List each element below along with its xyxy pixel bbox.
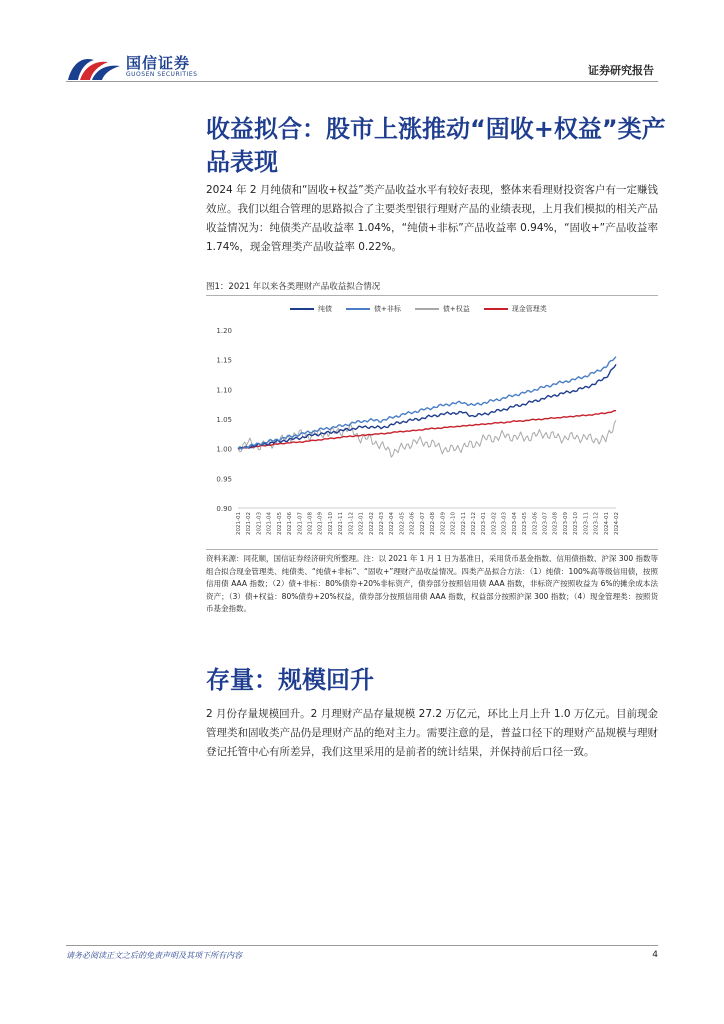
x-tick-label: 2022-02: [368, 512, 375, 535]
legend-item-cash-management: [484, 303, 547, 315]
x-tick-label: 2022-06: [409, 512, 416, 535]
x-tick-label: 2021-07: [297, 512, 304, 535]
x-tick-label: 2023-03: [501, 512, 508, 535]
legend-swatch: [346, 308, 370, 310]
legend-label: 债+权益: [442, 305, 470, 313]
legend-swatch: [290, 308, 314, 310]
returns-line-chart: [206, 318, 626, 543]
legend-item-bond-equity: [415, 303, 470, 315]
y-tick-label: 1.05: [216, 416, 232, 424]
x-tick-label: 2021-11: [338, 512, 345, 535]
x-tick-label: 2021-12: [348, 512, 355, 535]
x-tick-label: 2022-04: [389, 512, 396, 535]
legend-item-bond-nonstandard: [346, 303, 401, 315]
x-tick-label: 2023-08: [552, 512, 559, 535]
guosen-logo-mark-icon: [66, 50, 122, 84]
x-tick-label: 2021-02: [246, 512, 253, 535]
x-tick-label: 2021-10: [327, 512, 334, 535]
section-title-returns: [206, 113, 666, 179]
x-tick-label: 2022-07: [419, 512, 426, 535]
y-tick-label: 1.15: [216, 356, 232, 365]
section-title-line1: 收益拟合：股市上涨推动“固收+权益”类产: [206, 115, 666, 143]
x-tick-label: 2023-12: [593, 512, 600, 535]
x-tick-label: 2022-01: [358, 512, 365, 535]
x-tick-label: 2022-05: [399, 512, 406, 535]
x-tick-label: 2021-03: [256, 512, 263, 535]
x-tick-label: 2023-11: [583, 512, 590, 535]
x-tick-label: 2022-09: [440, 512, 447, 535]
x-tick-label: 2021-09: [317, 512, 324, 535]
section-title-scale: 存量：规模回升: [206, 666, 374, 694]
y-tick-label: 1.00: [216, 445, 232, 454]
series-line: [238, 357, 616, 449]
footer-divider: [66, 945, 658, 946]
figure-top-rule: [206, 295, 658, 296]
y-tick-label: 0.95: [216, 475, 232, 484]
chart-legend: [290, 303, 547, 315]
x-tick-label: 2022-11: [460, 512, 467, 535]
x-tick-label: 2022-12: [470, 512, 477, 535]
report-type-label: 证券研究报告: [588, 64, 654, 77]
figure-bottom-rule: [206, 549, 658, 550]
section-title-line2: 品表现: [206, 148, 278, 176]
disclaimer-note: 请务必阅读正文之后的免责声明及其项下所有内容: [66, 951, 242, 960]
legend-swatch: [415, 308, 439, 310]
x-tick-label: 2023-04: [511, 512, 518, 535]
returns-paragraph: 2024 年 2 月纯债和“固收+权益”类产品收益水平有较好表现，整体来看理财投资客户有一定赚钱效应。我们以组合管理的思路拟合了主要类型银行理财产品的业绩表现，上月我们模拟的相关产品收益情况为：纯债类产品收益率 1.04%，“纯债+非标”产品收益率 0.94%，“固收+”产品收益率 1.74%，现金管理类产品收益率 0.22%。: [206, 184, 658, 253]
x-tick-label: 2021-05: [276, 512, 283, 535]
x-tick-label: 2023-09: [562, 512, 569, 535]
page-header: [0, 0, 724, 90]
y-tick-label: 1.20: [216, 327, 232, 335]
logo-name: 国信证券: [126, 54, 191, 72]
scale-paragraph: 2 月份存量规模回升。2 月理财产品存量规模 27.2 万亿元，环比上月上升 1.0 万亿元。目前现金管理类和固收类产品仍是理财产品的绝对主力。需要注意的是，普益口径下的理财产品规模与理财登记托管中心有所差异，我们这里采用的是前者的统计结果，并保持前后口径一致。: [206, 708, 658, 758]
x-tick-label: 2024-01: [603, 512, 610, 535]
x-tick-label: 2023-06: [532, 512, 539, 535]
x-tick-label: 2024-02: [614, 512, 620, 535]
x-tick-label: 2023-01: [481, 512, 488, 535]
legend-item-pure-bond: [290, 303, 332, 315]
legend-label: 现金管理类: [511, 305, 547, 313]
legend-label: 纯债: [318, 305, 332, 313]
guosen-logo: [66, 50, 206, 84]
x-tick-label: 2021-06: [287, 512, 294, 535]
x-tick-label: 2022-08: [430, 512, 437, 535]
x-tick-label: 2023-02: [491, 512, 498, 535]
x-tick-label: 2021-08: [307, 512, 314, 535]
x-tick-label: 2023-07: [542, 512, 549, 535]
x-tick-label: 2023-10: [573, 512, 580, 535]
y-tick-label: 0.90: [216, 505, 232, 513]
figure-source-note: 资料来源：同花顺，国信证券经济研究所整理。注：以 2021 年 1 月 1 日为基准日，采用货币基金指数、信用债指数、沪深 300 指数等组合拟合现金管理类、纯债类、“纯债+非标”、“固收+”理财产品收益情况。四类产品拟合方法：（1）纯债：100%高等级信用债，按照信用债 AAA 指数；（2）债+非标：80%债券+20%非标资产，债券部分按照信用债 AAA 指数，非标资产按照收益为 6%的摊余成本法资产；（3）债+权益：80%债券+20%权益，债券部分按照信用债 AAA 指数，权益部分按照沪深 300 指数；（4）现金管理类：按照货币基金指数。: [206, 554, 659, 613]
y-tick-label: 1.10: [216, 386, 232, 395]
x-tick-label: 2022-10: [450, 512, 457, 535]
x-tick-label: 2023-05: [522, 512, 529, 535]
figure-title: 图1：2021 年以来各类理财产品收益拟合情况: [206, 282, 381, 292]
header-divider: [66, 81, 658, 82]
x-tick-label: 2021-01: [236, 512, 242, 535]
legend-swatch: [484, 308, 508, 310]
x-tick-label: 2021-04: [266, 512, 273, 535]
logo-subtitle: GUOSEN SECURITIES: [126, 71, 198, 78]
page-number: 4: [652, 950, 658, 960]
x-tick-label: 2022-03: [379, 512, 386, 535]
legend-label: 债+非标: [374, 305, 401, 313]
